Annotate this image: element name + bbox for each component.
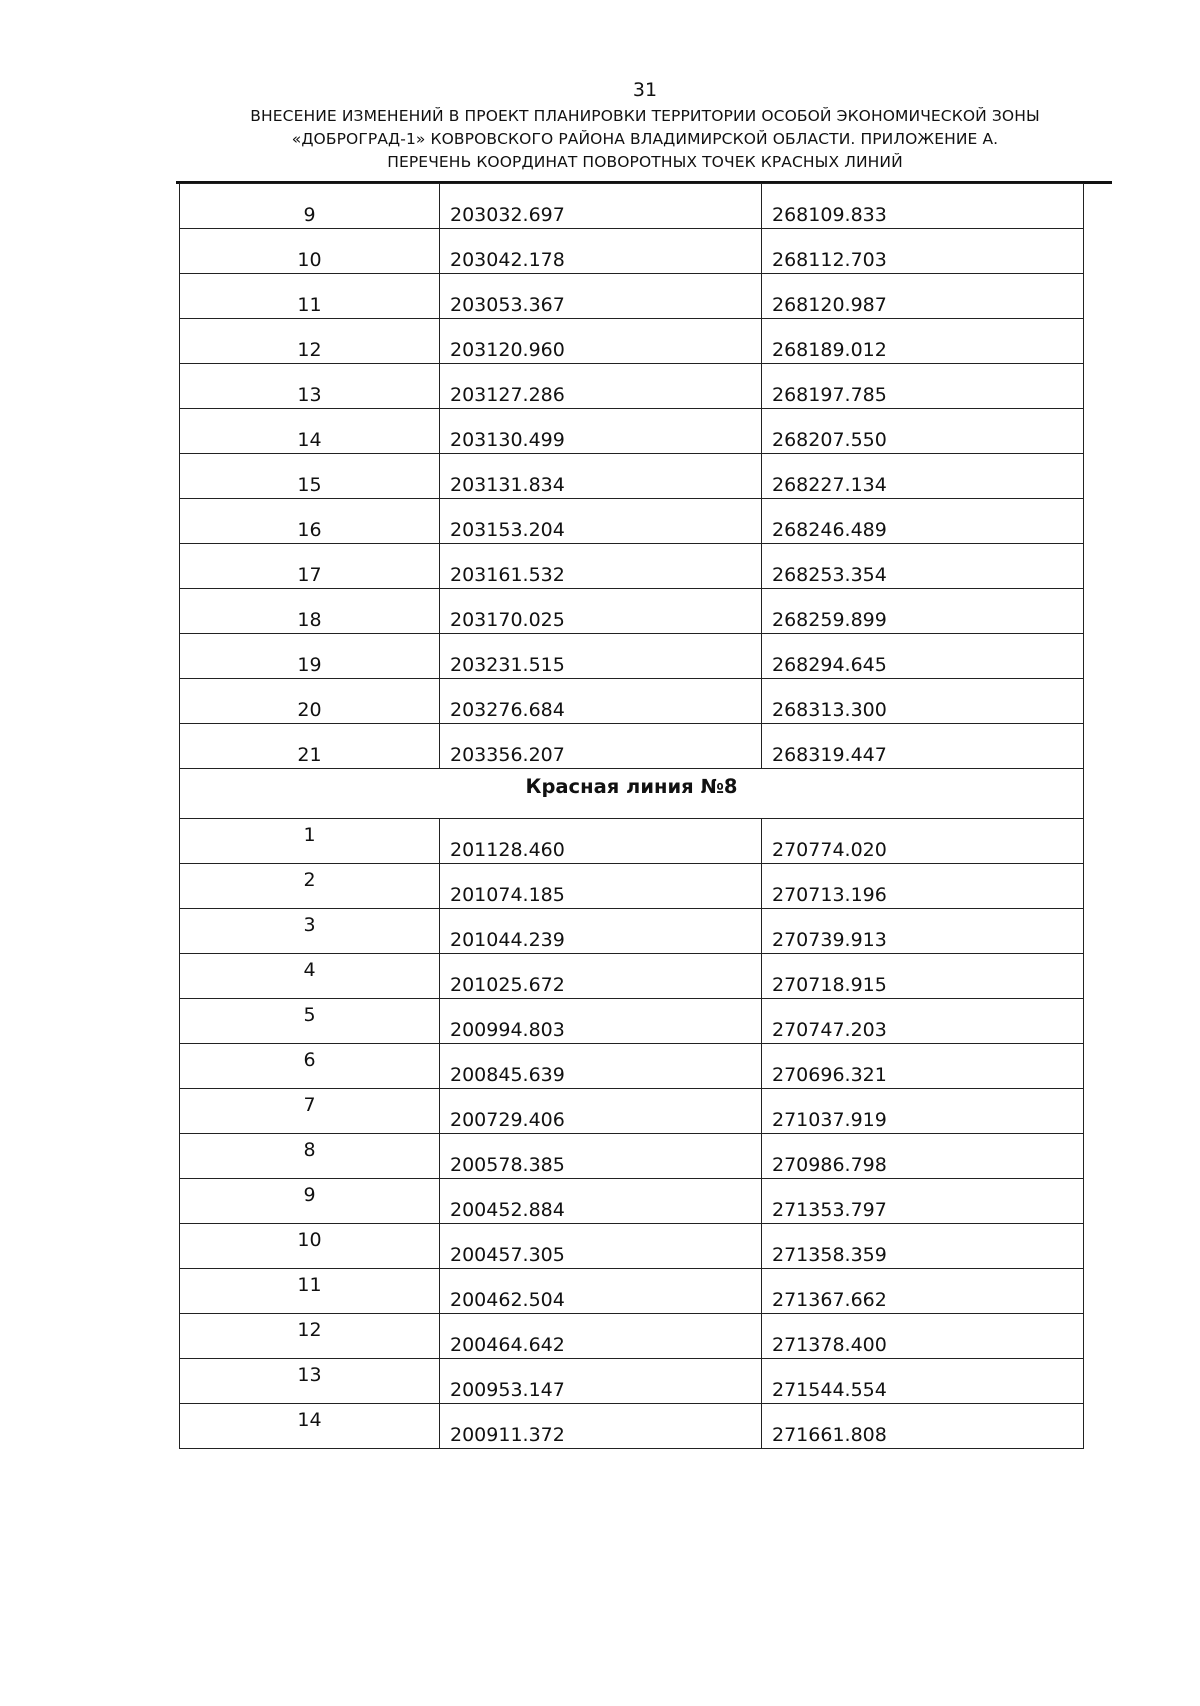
point-number-cell: 12 <box>180 1314 440 1359</box>
point-number-cell: 18 <box>180 589 440 634</box>
coordinates-table-body <box>180 184 1084 1449</box>
coordinate-y-cell: 271661.808 <box>762 1404 1084 1449</box>
coordinate-y-cell: 271353.797 <box>762 1179 1084 1224</box>
point-number-cell: 14 <box>180 409 440 454</box>
table-row <box>180 909 1084 954</box>
coordinates-table <box>179 183 1084 1449</box>
point-number-cell: 2 <box>180 864 440 909</box>
coordinate-x-cell: 200462.504 <box>440 1269 762 1314</box>
coordinate-y-cell: 268109.833 <box>762 184 1084 229</box>
table-row <box>180 229 1084 274</box>
point-number-cell: 20 <box>180 679 440 724</box>
coordinate-x-cell: 200452.884 <box>440 1179 762 1224</box>
point-number-cell: 21 <box>180 724 440 769</box>
coordinate-x-cell: 200729.406 <box>440 1089 762 1134</box>
table-row <box>180 634 1084 679</box>
table-row <box>180 1044 1084 1089</box>
point-number-cell: 9 <box>180 1179 440 1224</box>
coordinate-y-cell: 270718.915 <box>762 954 1084 999</box>
table-row <box>180 1134 1084 1179</box>
header-line-3: ПЕРЕЧЕНЬ КООРДИНАТ ПОВОРОТНЫХ ТОЧЕК КРАСНЫХ ЛИНИЙ <box>387 153 903 171</box>
header-line-2: «ДОБРОГРАД-1» КОВРОВСКОГО РАЙОНА ВЛАДИМИРСКОЙ ОБЛАСТИ. ПРИЛОЖЕНИЕ А. <box>291 130 999 148</box>
table-row <box>180 819 1084 864</box>
table-row <box>180 499 1084 544</box>
point-number-cell: 6 <box>180 1044 440 1089</box>
coordinate-y-cell: 268112.703 <box>762 229 1084 274</box>
point-number-cell: 13 <box>180 364 440 409</box>
table-row <box>180 409 1084 454</box>
coordinate-y-cell: 268120.987 <box>762 274 1084 319</box>
coordinate-x-cell: 203032.697 <box>440 184 762 229</box>
coordinate-x-cell: 203170.025 <box>440 589 762 634</box>
table-row <box>180 724 1084 769</box>
coordinate-y-cell: 270986.798 <box>762 1134 1084 1179</box>
point-number-cell: 7 <box>180 1089 440 1134</box>
coordinate-x-cell: 201128.460 <box>440 819 762 864</box>
point-number-cell: 1 <box>180 819 440 864</box>
point-number-cell: 10 <box>180 229 440 274</box>
section-row <box>180 769 1084 819</box>
coordinate-x-cell: 203231.515 <box>440 634 762 679</box>
coordinate-x-cell: 200457.305 <box>440 1224 762 1269</box>
coordinate-x-cell: 200994.803 <box>440 999 762 1044</box>
coordinate-x-cell: 203053.367 <box>440 274 762 319</box>
table-row <box>180 679 1084 724</box>
coordinate-y-cell: 268259.899 <box>762 589 1084 634</box>
point-number-cell: 13 <box>180 1359 440 1404</box>
table-row <box>180 1089 1084 1134</box>
coordinate-x-cell: 200911.372 <box>440 1404 762 1449</box>
table-row <box>180 544 1084 589</box>
point-number-cell: 17 <box>180 544 440 589</box>
point-number-cell: 16 <box>180 499 440 544</box>
coordinate-y-cell: 271378.400 <box>762 1314 1084 1359</box>
table-row <box>180 999 1084 1044</box>
coordinate-x-cell: 201044.239 <box>440 909 762 954</box>
document-header <box>200 105 1090 174</box>
coordinate-y-cell: 268207.550 <box>762 409 1084 454</box>
table-row <box>180 274 1084 319</box>
coordinate-x-cell: 203153.204 <box>440 499 762 544</box>
coordinate-y-cell: 270747.203 <box>762 999 1084 1044</box>
coordinate-y-cell: 268246.489 <box>762 499 1084 544</box>
table-row <box>180 589 1084 634</box>
table-row <box>180 1314 1084 1359</box>
coordinate-y-cell: 271367.662 <box>762 1269 1084 1314</box>
point-number-cell: 3 <box>180 909 440 954</box>
coordinate-y-cell: 270774.020 <box>762 819 1084 864</box>
table-row <box>180 864 1084 909</box>
table-row <box>180 1269 1084 1314</box>
point-number-cell: 4 <box>180 954 440 999</box>
table-row <box>180 454 1084 499</box>
table-row <box>180 1359 1084 1404</box>
coordinate-x-cell: 203356.207 <box>440 724 762 769</box>
coordinate-x-cell: 200953.147 <box>440 1359 762 1404</box>
table-row <box>180 1404 1084 1449</box>
point-number-cell: 11 <box>180 1269 440 1314</box>
point-number-cell: 9 <box>180 184 440 229</box>
page-number: 31 <box>632 79 658 101</box>
table-row <box>180 1224 1084 1269</box>
coordinate-y-cell: 270713.196 <box>762 864 1084 909</box>
coordinate-y-cell: 270739.913 <box>762 909 1084 954</box>
coordinate-y-cell: 268227.134 <box>762 454 1084 499</box>
table-row <box>180 364 1084 409</box>
coordinate-y-cell: 271037.919 <box>762 1089 1084 1134</box>
coordinate-y-cell: 268197.785 <box>762 364 1084 409</box>
section-title: Красная линия №8 <box>180 769 1084 819</box>
table-row <box>180 319 1084 364</box>
coordinate-x-cell: 203120.960 <box>440 319 762 364</box>
coordinate-x-cell: 203131.834 <box>440 454 762 499</box>
coordinate-x-cell: 203276.684 <box>440 679 762 724</box>
point-number-cell: 10 <box>180 1224 440 1269</box>
coordinate-x-cell: 200578.385 <box>440 1134 762 1179</box>
coordinate-y-cell: 268294.645 <box>762 634 1084 679</box>
coordinate-x-cell: 200464.642 <box>440 1314 762 1359</box>
point-number-cell: 12 <box>180 319 440 364</box>
coordinate-x-cell: 201074.185 <box>440 864 762 909</box>
point-number-cell: 8 <box>180 1134 440 1179</box>
point-number-cell: 19 <box>180 634 440 679</box>
coordinate-y-cell: 268189.012 <box>762 319 1084 364</box>
coordinate-y-cell: 268319.447 <box>762 724 1084 769</box>
table-row <box>180 1179 1084 1224</box>
point-number-cell: 11 <box>180 274 440 319</box>
coordinate-x-cell: 203127.286 <box>440 364 762 409</box>
coordinate-x-cell: 200845.639 <box>440 1044 762 1089</box>
coordinate-x-cell: 203130.499 <box>440 409 762 454</box>
coordinate-y-cell: 271358.359 <box>762 1224 1084 1269</box>
coordinate-x-cell: 203042.178 <box>440 229 762 274</box>
header-line-1: ВНЕСЕНИЕ ИЗМЕНЕНИЙ В ПРОЕКТ ПЛАНИРОВКИ ТЕРРИТОРИИ ОСОБОЙ ЭКОНОМИЧЕСКОЙ ЗОНЫ <box>250 107 1040 125</box>
coordinate-x-cell: 201025.672 <box>440 954 762 999</box>
point-number-cell: 5 <box>180 999 440 1044</box>
point-number-cell: 15 <box>180 454 440 499</box>
coordinate-y-cell: 268253.354 <box>762 544 1084 589</box>
point-number-cell: 14 <box>180 1404 440 1449</box>
coordinate-y-cell: 268313.300 <box>762 679 1084 724</box>
coordinate-y-cell: 271544.554 <box>762 1359 1084 1404</box>
coordinate-x-cell: 203161.532 <box>440 544 762 589</box>
table-row <box>180 184 1084 229</box>
table-row <box>180 954 1084 999</box>
coordinate-y-cell: 270696.321 <box>762 1044 1084 1089</box>
